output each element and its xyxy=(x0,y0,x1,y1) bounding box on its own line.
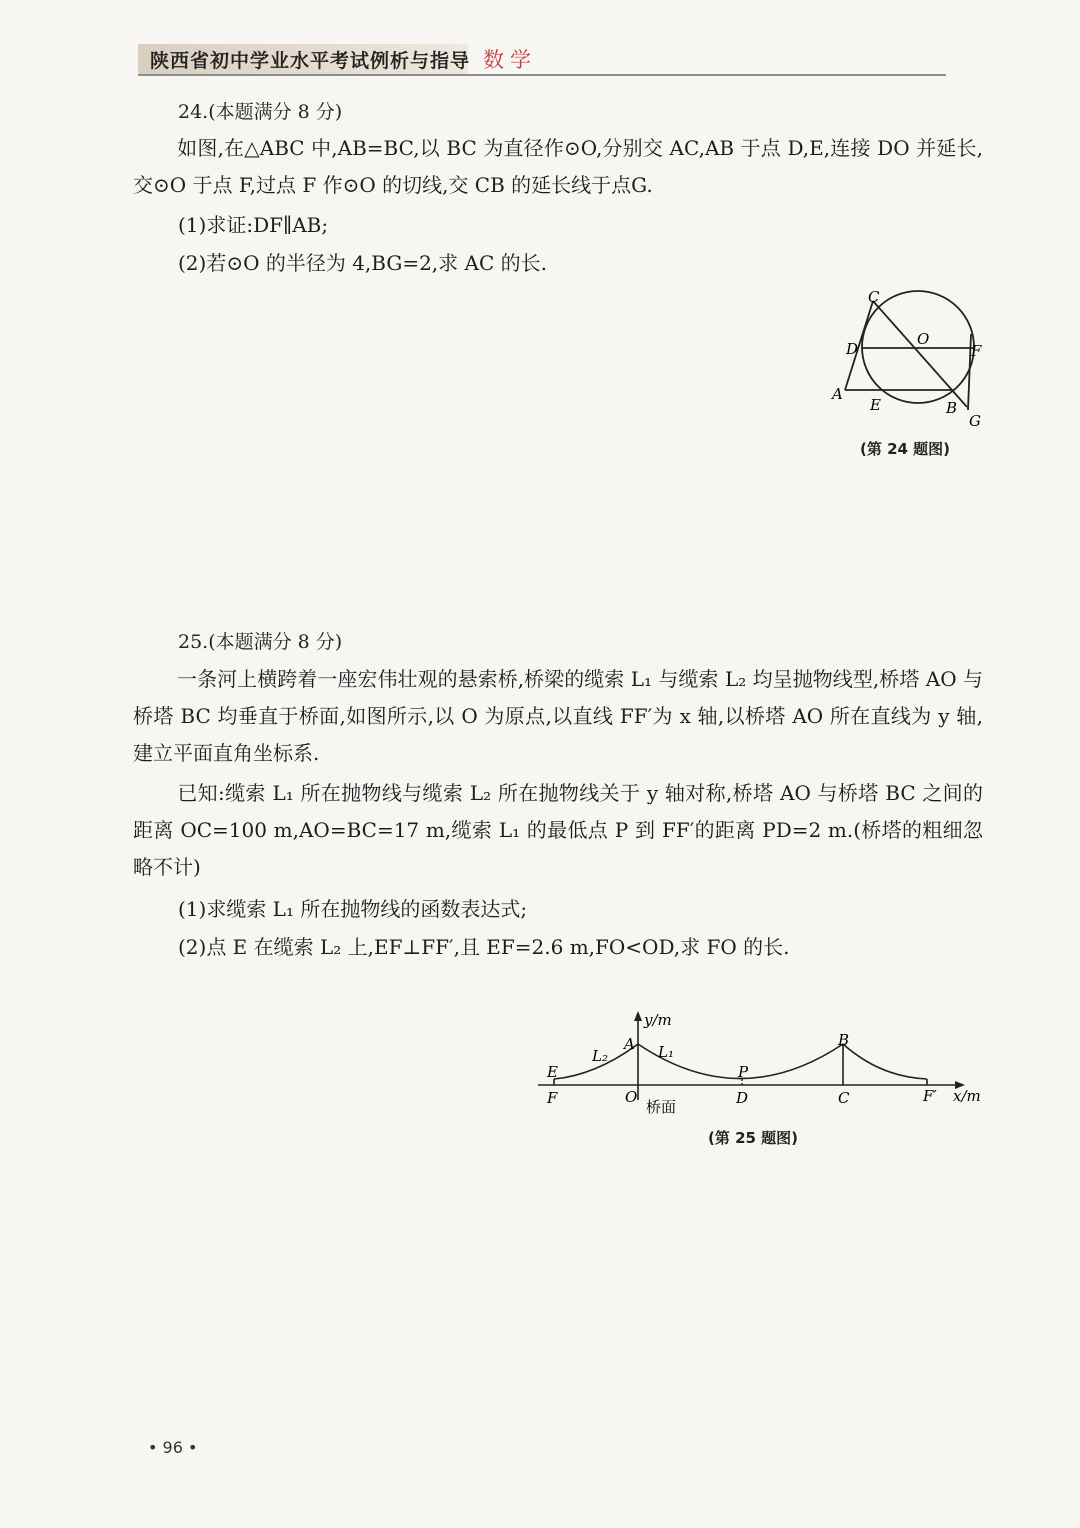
label-deck: 桥面 xyxy=(646,1098,677,1116)
label-b: B xyxy=(946,399,958,417)
q24-figure xyxy=(825,282,995,432)
header-rule xyxy=(138,74,946,76)
label-p: P xyxy=(738,1063,749,1081)
q25-body2-text: 已知:缆索 L₁ 所在抛物线与缆索 L₂ 所在抛物线关于 y 轴对称,桥塔 AO 与桥塔 BC 之间的距离 OC=100 m,AO=BC=17 m,缆索 L₁ 的最低点 P 到 FF′的距离 PD=2 m.(桥塔的粗细忽略不计) xyxy=(133,781,983,879)
label-o: O xyxy=(625,1088,638,1106)
q25-caption: (第 25 题图) xyxy=(708,1129,799,1147)
q25-part1: (1)求缆索 L₁ 所在抛物线的函数表达式; xyxy=(178,897,528,921)
q24-body xyxy=(133,130,983,204)
label-d: D xyxy=(846,340,859,358)
label-a: A xyxy=(624,1035,635,1053)
segment-cg xyxy=(873,301,967,407)
q25-heading: 25.(本题满分 8 分) xyxy=(178,631,343,653)
cable-right xyxy=(843,1044,927,1079)
label-b: B xyxy=(838,1031,850,1049)
subject-label: 数学 xyxy=(483,48,537,72)
q24-part2: (2)若⊙O 的半径为 4,BG=2,求 AC 的长. xyxy=(178,251,547,275)
label-l2: L₂ xyxy=(592,1047,608,1065)
book-title: 陕西省初中学业水平考试例析与指导 xyxy=(150,50,471,72)
q25-body1-text: 一条河上横跨着一座宏伟壮观的悬索桥,桥梁的缆索 L₁ 与缆索 L₂ 均呈抛物线型,桥塔 AO 与桥塔 BC 均垂直于桥面,如图所示,以 O 为原点,以直线 FF′为 x 轴,以桥塔 AO 所在直线为 y 轴,建立平面直角坐标系. xyxy=(133,667,983,765)
label-f: F xyxy=(971,342,982,360)
q25-part2: (2)点 E 在缆索 L₂ 上,EF⊥FF′,且 EF=2.6 m,FO<OD,求 FO 的长. xyxy=(178,935,790,959)
label-y-axis: y/m xyxy=(644,1011,672,1029)
label-l1: L₁ xyxy=(658,1043,674,1061)
label-f-prime: F′ xyxy=(923,1087,937,1105)
label-c: C xyxy=(838,1089,850,1107)
q25-body2 xyxy=(133,775,983,886)
label-f: F xyxy=(547,1089,558,1107)
q24-caption: (第 24 题图) xyxy=(860,440,951,458)
q25-body1 xyxy=(133,661,983,772)
q24-heading: 24.(本题满分 8 分) xyxy=(178,101,343,123)
label-o: O xyxy=(917,330,930,348)
label-g: G xyxy=(969,412,981,430)
y-axis-arrow xyxy=(634,1011,642,1021)
label-a: A xyxy=(832,385,843,403)
q24-part1: (1)求证:DF∥AB; xyxy=(178,213,329,237)
label-x-axis: x/m xyxy=(953,1087,981,1105)
q25-figure xyxy=(530,1005,990,1125)
label-d: D xyxy=(736,1089,749,1107)
page-number: • 96 • xyxy=(148,1438,198,1457)
label-e: E xyxy=(870,396,881,414)
label-c: C xyxy=(868,288,880,306)
label-e: E xyxy=(547,1063,558,1081)
q24-body-text: 如图,在△ABC 中,AB=BC,以 BC 为直径作⊙O,分别交 AC,AB 于点 D,E,连接 DO 并延长,交⊙O 于点 F,过点 F 作⊙O 的切线,交 CB 的延长线于点G. xyxy=(133,136,983,197)
